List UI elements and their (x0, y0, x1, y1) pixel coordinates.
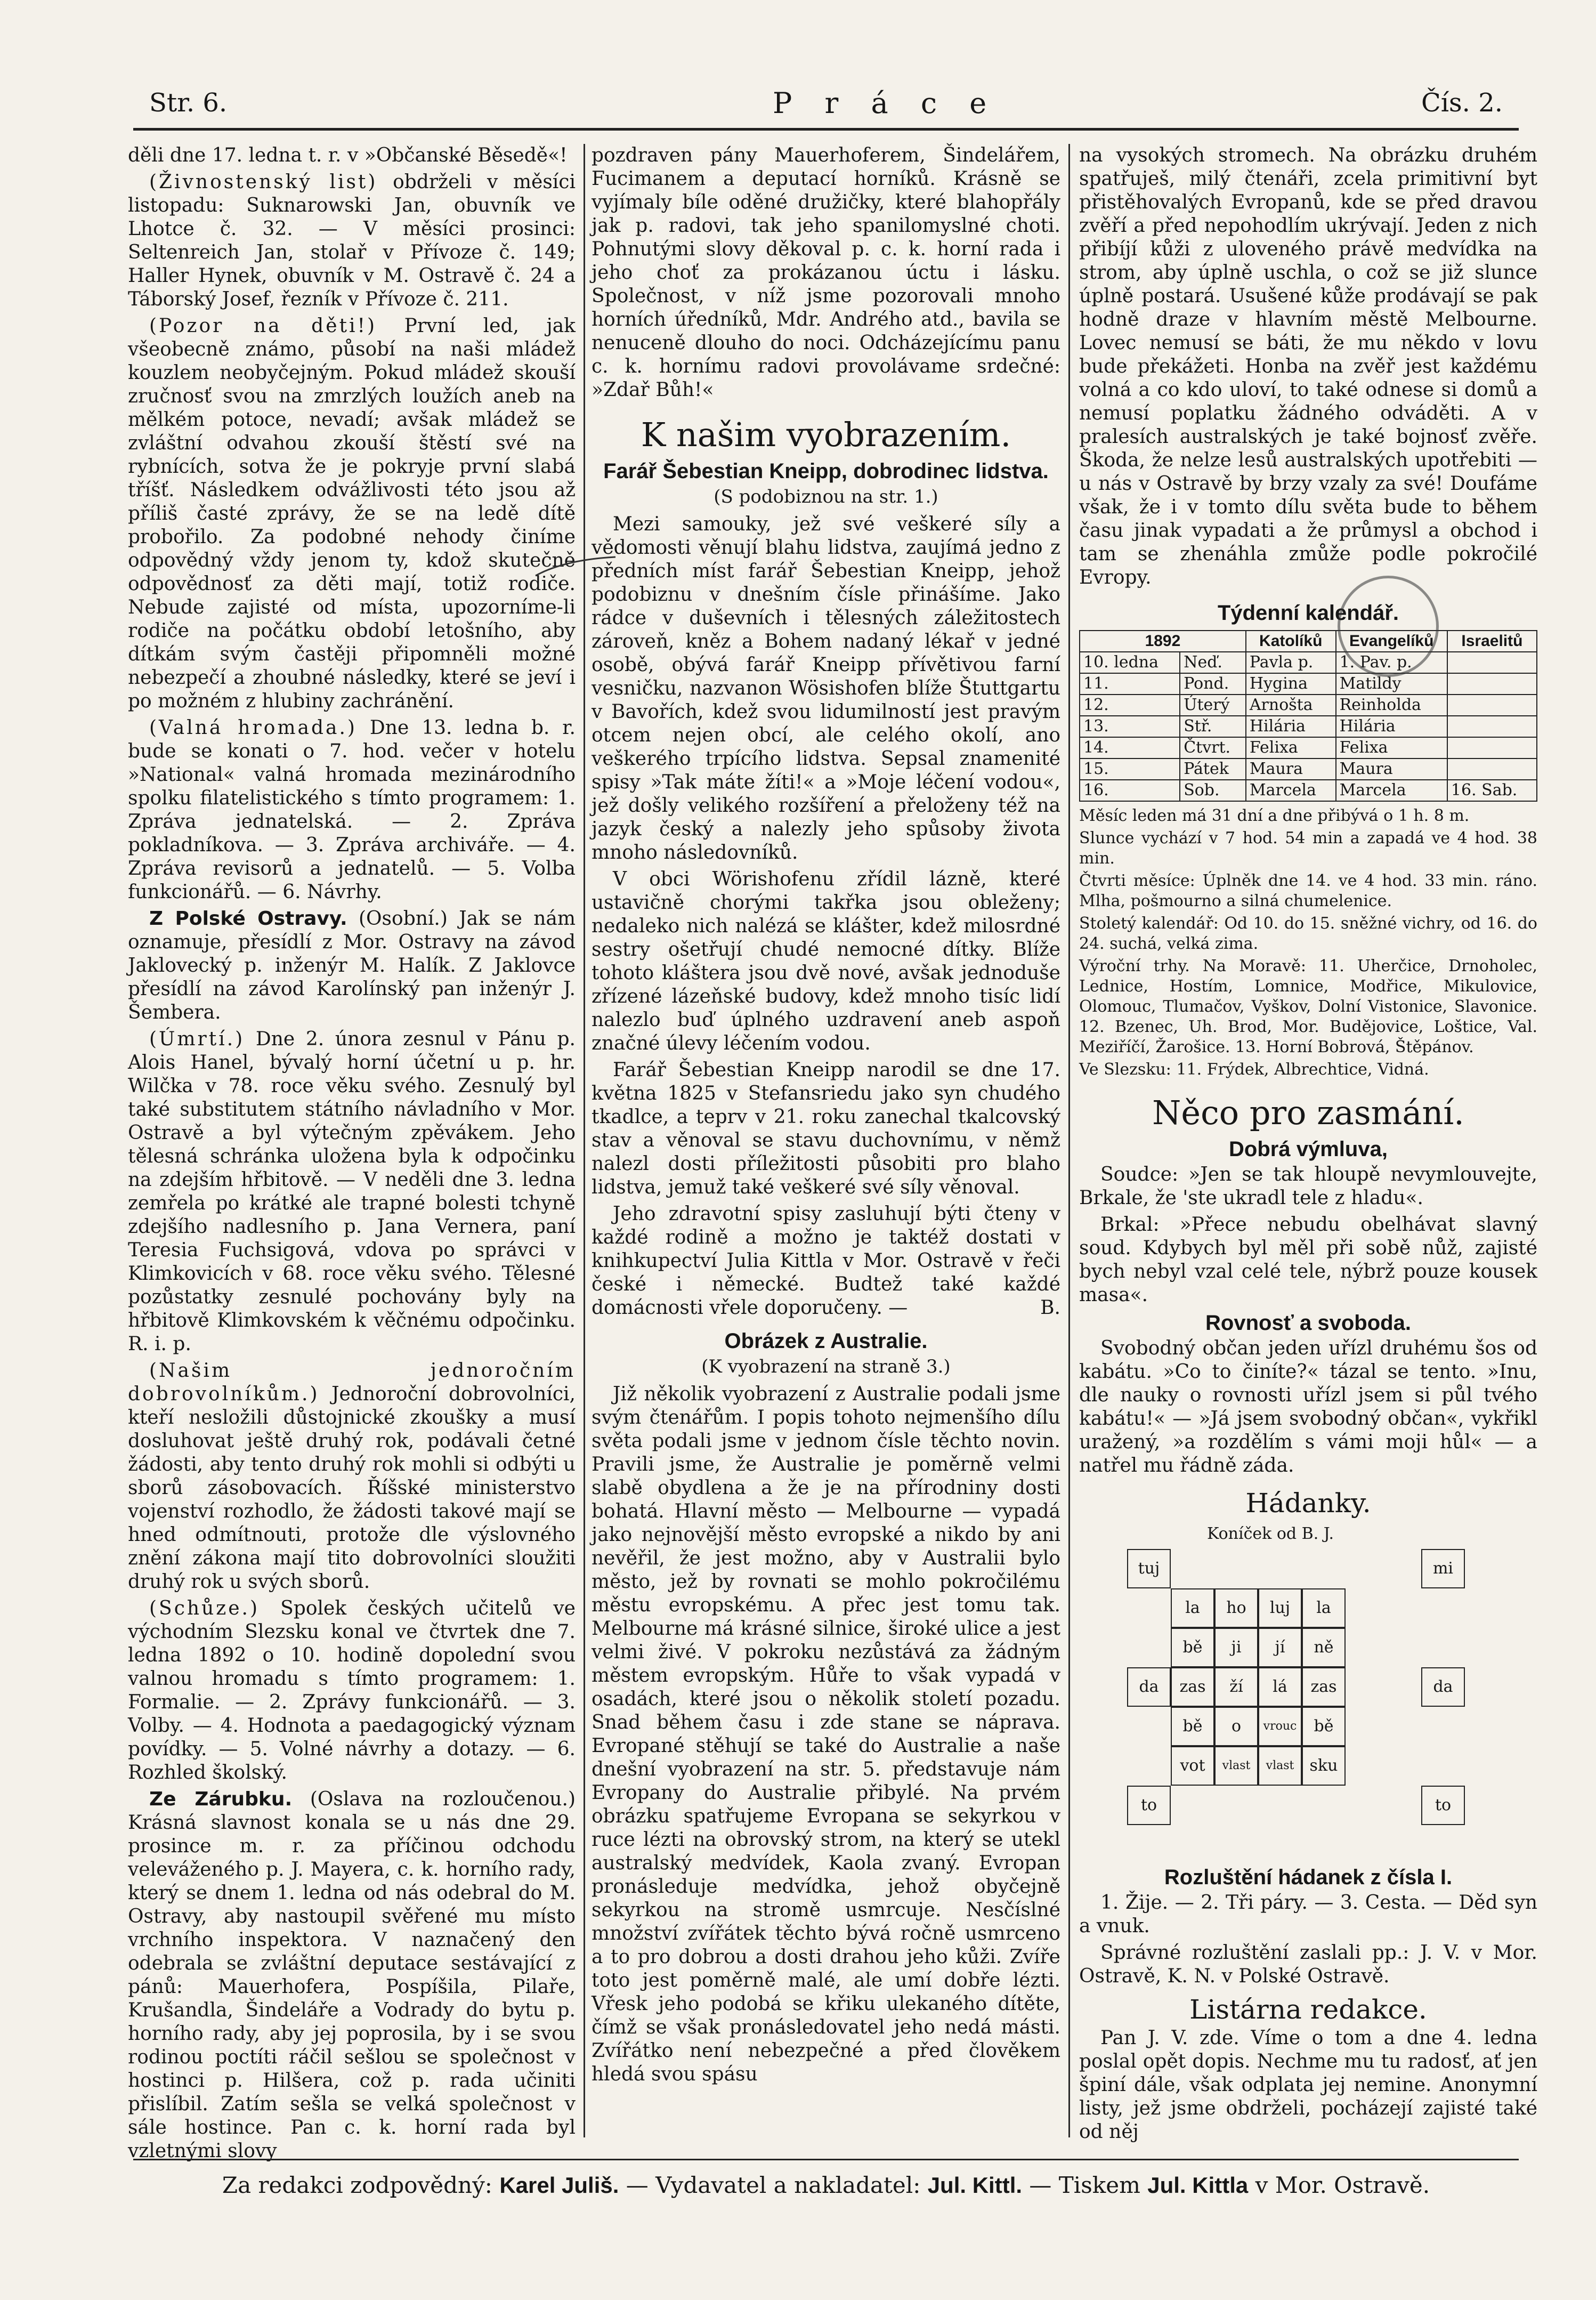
news-item: (Schůze.) Spolek českých učitelů ve východním Slezsku konal ve čtvrtek dne 7. ledna 1892 o 10. hodině dopolední svou valnou hromadu s tímto programem: 1. Formalie. — 2. Zprávy funkcionářů. — 3. Volby. — 4. Hodnota a paedagogický význam povídky. — 5. Volné návrhy a dotazy. — 6. Rozhled školský. (128, 1597, 576, 1783)
article-note: (S podobiznou na str. 1.) (714, 486, 938, 507)
calendar-header: Katolíků (1246, 631, 1336, 652)
calendar-row: 14. Čtvrt. Felixa Felixa (1080, 737, 1537, 758)
editor-name: Karel Juliš. (499, 2173, 619, 2198)
page-header (133, 80, 1519, 131)
calendar-note: Čtvrti měsíce: Úplněk dne 14. ve 4 hod. 33 min. ráno. Mlha, pošmourno a silná chumelenice. (1079, 871, 1537, 910)
riddles-title: Hádanky. (1245, 1488, 1371, 1519)
column-1 (128, 144, 576, 2162)
riddle-cell: la (1171, 1588, 1214, 1628)
humor-title: Něco pro zasmání. (1152, 1093, 1464, 1132)
ink-stroke-mark (533, 554, 618, 581)
riddle-cell: lá (1258, 1667, 1302, 1707)
article-note: (K vyobrazení na straně 3.) (701, 1356, 951, 1377)
riddle-cell: o (1214, 1707, 1258, 1746)
article-paragraph: Mezi samouky, jež své veškeré síly a vědomosti věnují blahu lidstva, zaujímá jedno z předních míst farář Šebestian Kneipp, jehož podobiznu v dnešním čísle přinášíme. Jako rádce v duševních i tělesných záležitostech zároveň, kněz a Bohem nadaný lékař v jedné osobě, obývá farář Kneipp přívětivou farní vesničku, nazvanon Wösishofen blíže Štuttgartu v Bavořích, kdež svou lidumilností jest pravým otcem nejen obcí, ale celého okolí, ano veškerého trpícího lidstva. Sepsal znamenité spisy »Tak máte žíti!« a »Moje léčení vodou«, jež došly velikého rozšíření a přeloženy též na jazyk český a nalezly jeho spůsoby života mnoho následovníků. (592, 513, 1060, 863)
calendar-row: 11. Pond. Hygina Matildy (1080, 673, 1537, 695)
knight-tour-riddle-grid (1122, 1520, 1495, 1856)
article-paragraph: Jeho zdravotní spisy zasluhují býti čteny v každé rodině a možno je taktéž dostati v knihkupectví Julia Kittla v Mor. Ostravě v řeči české i německé. Budtež také každé domácnosti vřele doporučeny. — B. (592, 1203, 1060, 1319)
printer-name: Jul. Kittla (1147, 2173, 1249, 2198)
page-number: Str. 6. (149, 88, 228, 118)
calendar-header: 1892 (1080, 631, 1246, 652)
letters-text: Pan J. V. zde. Víme o tom a dne 4. ledna poslal opět dopis. Nechme mu tu radosť, ať jen špiní dále, však odplata jej nemine. Anonymní listy, jež jsme obdrželi, pocházejí zajisté také od něj (1079, 2027, 1537, 2143)
section-title: K našim vyobrazením. (641, 415, 1011, 454)
article-signature: B. (1040, 1297, 1060, 1319)
imprint-footer: Za redakci zodpovědný: Karel Juliš. — Vydavatel a nakladatel: Jul. Kittl. — Tiskem Jul. Kittla v Mor. Ostravě. (133, 2159, 1519, 2198)
letters-title: Listárna redakce. (1189, 1994, 1427, 2025)
calendar-row: 15. Pátek Maura Maura (1080, 758, 1537, 780)
article-title-kneipp: Farář Šebestian Kneipp, dobrodinec lidstva. (603, 459, 1049, 483)
column-3 (1079, 144, 1537, 2148)
article-paragraph: V obci Wörishofenu zřídil lázně, které ustavičně chorými takřka jsou obleženy; nedaleko nich nalézá se klášter, kdež milosrdné sestry ošetřují chudé nemocné dítky. Blíže tohoto kláštera jsou dvě nové, avšak jednoduše zřízené lázeňské budovy, kdež mnoho tisíc lidí nalezlo buď úplného uzdravení aneb aspoň značné úlevy léčením vodou. (592, 868, 1060, 1054)
solutions-text: 1. Žije. — 2. Tři páry. — 3. Cesta. — Děd syn a vnuk. (1079, 1892, 1537, 1937)
news-item: (Valná hromada.) Dne 13. ledna b. r. bude se konati o 7. hod. večer v hotelu »National« valná hromada mezinárodního spolku filatelistického s tímto programem: 1. Zpráva jednatelská. — 2. Zpráva pokladníkova. — 3. Zpráva archiváře. — 4. Zpráva revisorů a jednatelů. — 5. Volba funkcionářů. — 6. Návrhy. (128, 717, 576, 903)
riddle-cell: sku (1302, 1746, 1346, 1786)
news-item: (Živnostenský list) obdrželi v měsíci listopadu: Suknarowski Jan, obuvník ve Lhotce č. 32. — V měsíci prosinci: Seltenreich Jan, stolař v Přívoze č. 149; Haller Hynek, obuvník v M. Ostravě č. 24 a Táborský Josef, řezník v Přívoze č. 211. (128, 171, 576, 310)
calendar-note: Měsíc leden má 31 dní a dne přibývá o 1 h. 8 m. (1079, 806, 1470, 825)
news-item: (Našim jednoročním dobrovolníkům.) Jednoroční dobrovolníci, kteří nesložili důstojnické zkoušky a musí dosluhovat ještě druhý rok, podávali četné žádosti, aby tento druhý rok mohli si odbýti u sborů zásobovacích. Říšské ministerstvo vojenství rozhodlo, že žádosti takové mají se hned odmítnouti, protože dle výslovného znění zákona mají tito dobrovolníci sloužiti druhý rok u svých sborů. (128, 1360, 576, 1593)
news-item: (Pozor na děti!) První led, jak všeobecně známo, působí na naši mládež kouzlem neobyčejným. Pokud mládež skouší zručnosť svou na zmrzlých loužích aneb na mělkém potoce, nevadí; avšak mládež se zvláštní odvahou zkouší štěstí své na rybnících, sotva že je pokryje první slabá tříšť. Následkem odvážlivosti této jsou až příliš časté zprávy, že se na ledě dítě probořilo. Za podobné nehody činíme odpovědný vždy jenom ty, kdož skutečně odpovědnosť za děti mají, totiž rodiče. Nebude zajisté od místa, upozorníme-li rodiče na počátku období letošního, aby dítkám svým častěji připomněli možné nebezpečí a zhoubné následky, které se jeví i po možném z hlubiny zachránění. (128, 315, 576, 712)
riddle-cell: to (1421, 1786, 1465, 1825)
joke-title: Dobrá výmluva, (1229, 1137, 1388, 1161)
article-paragraph: Farář Šebestian Kneipp narodil se dne 17. května 1825 v Stefansriedu jako syn chudého tkadlce, a teprv v 21. roku zanechal tkalcovský stav a věnoval se stavu duchovnímu, v němž nalezl dosti příležitosti působiti pro blaho lidstva, jemuž také veškeré své síly věnoval. (592, 1059, 1060, 1198)
calendar-note: Ve Slezsku: 11. Frýdek, Albrechtice, Vidná. (1079, 1060, 1429, 1079)
article-paragraph: Již několik vyobrazení z Australie podali jsme svým čtenářům. I popis tohoto nejmenšího dílu světa podali jsme v jednom čísle těchto novin. Pravili jsme, že Australie je poměrně velmi slabě obydlena a že je na přírodniny dosti bohatá. Hlavní město — Melbourne — vypadá jako nejnovější město evropské a nikdo by ani nevěřil, že jest možno, aby v Australii bylo město, jež by rovnati se mohlo pokročilému městu evropskému. A přec jest tomu tak. Melbourne má krásné silnice, široké ulice a jest velmi živé. V pokroku nezůstává za žádným městem evropským. Hůře to však vypadá v osadách, které jsou o několik století pozadu. Snad během času i zde stane se náprava. Evropané stěhují se také do Australie a naše dnešní vyobrazení na str. 5. představuje nám Evropany do Australie přibylé. Na prvém obrázku spatřujeme Evropana se sekyrkou v ruce lézti na obrovský strom, na který se utekl australský medvídek, Kaola zvaný. Evropan pronásleduje medvídka, jehož obyčejně sekyrkou na stromě usmrcuje. Nesčíslné množství zvířátek těchto bývá ročně usmrceno a to pro dobrou a dosti drahou jeho kůži. Zvíře toto jest poměrně malé, ale umí dobře lézti. Vřesk jeho podobá se křiku ulekaného dítěte, čímž se však pronásledovatel jeho nedá másti. Zvířátko není nebezpečné a před člověkem hledá svou spásu (592, 1383, 1060, 2085)
riddle-cell: to (1127, 1786, 1171, 1825)
riddle-cell: vlast (1258, 1746, 1302, 1786)
news-item: děli dne 17. ledna t. r. v »Občanské Běsedě«! (128, 144, 568, 166)
news-item: Ze Zárubku. (Oslava na rozloučenou.) Krásná slavnost konala se u nás dne 29. prosince m. r. za příčinou odchodu veleváženého p. J. Mayera, c. k. horního rady, který se dnem 1. ledna od nás odebral do M. Ostravy, aby nastoupil svěřené mu místo vrchního inspektora. V naznačený den odebrala se zvláštní deputace sestávající z pánů: Mauerhofera, Pospíšila, Pilaře, Krušandla, Šindeláře a Vodrady do bytu p. horního rady, aby jej poprosila, by i se svou rodinou poctíti ráčil sešlou se společnost v hostinci p. Hilšera, což p. rada učiniti přislíbil. Zatím sešla se velká společnost v sále hostince. Pan c. k. horní rada byl vzletnými slovy (128, 1788, 576, 2162)
riddle-cell: luj (1258, 1588, 1302, 1628)
riddle-cell: da (1421, 1667, 1465, 1707)
riddle-cell: zas (1302, 1667, 1346, 1707)
solutions-title: Rozluštění hádanek z čísla I. (1164, 1866, 1453, 1889)
riddle-cell: ji (1214, 1628, 1258, 1667)
library-stamp (1338, 576, 1439, 677)
solvers-text: Správné rozluštění zaslali pp.: J. V. v Mor. Ostravě, K. N. v Polské Ostravě. (1079, 1942, 1537, 1987)
joke-title: Rovnosť a svoboda. (1205, 1311, 1411, 1335)
joke-line: Brkal: »Přece nebudu obelhávat slavný soud. Kdybych byl měl při sobě nůž, zajisté bych nebyl vzal celé tele, nýbrž pouze kousek masa«. (1079, 1214, 1537, 1306)
article-title-australia: Obrázek z Australie. (724, 1329, 928, 1353)
calendar-note: Výroční trhy. Na Moravě: 11. Uherčice, Drnoholec, Lednice, Hostím, Lomnice, Modřice, Mikulovice, Olomouc, Tlumačov, Vyškov, Dolní Vistonice, Slavonice. 12. Bzenec, Uh. Brod, Mor. Budějovice, Loštice, Val. Meziříčí, Žarošice. 13. Horní Bobrová, Štěpánov. (1079, 957, 1537, 1056)
riddle-cell: vot (1171, 1746, 1214, 1786)
riddle-caption: Koníček od B. J. (1207, 1524, 1334, 1543)
weekly-calendar-table (1079, 630, 1537, 802)
riddle-cell: vrouc (1258, 1707, 1302, 1746)
column-2 (592, 144, 1060, 2148)
riddle-cell: zas (1171, 1667, 1214, 1707)
riddle-cell: ží (1214, 1667, 1258, 1707)
riddle-cell: bě (1171, 1707, 1214, 1746)
joke-line: Svobodný občan jeden uřízl druhému šos od kabátu. »Co to činíte?« tázal se tento. »Inu, dle nauky o rovnosti uřízl jsem si půl tvého kabátu!« — »Já jsem svobodný občan«, vykřikl uražený, »a rozdělím s vámi moji hůl« — a natřel mu řádně záda. (1079, 1337, 1537, 1476)
riddle-cell: vlast (1214, 1746, 1258, 1786)
calendar-row: 13. Stř. Hilária Hilária (1080, 716, 1537, 737)
riddle-cell: jí (1258, 1628, 1302, 1667)
calendar-header: Evangelíků (1336, 631, 1447, 652)
calendar-notes (1079, 806, 1537, 1080)
calendar-row: 10. ledna Neď. Pavla p. 1. Pav. p. (1080, 652, 1537, 673)
continued-text: pozdraven pány Mauerhoferem, Šindelářem, Fucimanem a deputací horníků. Krásně se vyjímaly bíle oděné družičky, které blahopřály jak p. radovi, tak jeho spanilomyslné choti. Pohnutými slovy děkoval p. c. k. horní rada i jeho choť za prokázanou úctu i lásku. Společnost, v níž jsme pozorovali mnoho horních úředníků, Mdr. Andrého atd., bavila se nenuceně dlouho do noci. Odcházejícímu panu c. k. hornímu radovi provolávame srdečné: »Zdař Bůh!« (592, 144, 1060, 401)
continued-text: na vysokých stromech. Na obrázku druhém spatřuješ, milý čtenáři, zcela primitivní byt přistěhovalých Evropanů, kde se před dravou zvěří a před nepohodlím ukrývají. Jeden z nich přibíjí kůži z uloveného právě medvídka na strom, aby úplně uschla, o což se již slunce úplně postará. Usušené kůže prodávají se pak hodně draze v hlavním městě Melbourne. Lovec nemusí se báti, že mu někdo v lovu bude překážeti. Honba na zvěř jest každému volná a co kdo uloví, to také odnese si domů a nemusí poplatku žádného odváděti. A v pralesích australských je také bojnosť zvěře. Škoda, že nelze lesů australských upotřebiti — u nás v Ostravě by brzy vzaly za své! Doufáme však, že i v tomto dílu světa bude to během času jinak vypadati a že průmysl a obchod i tam se zhenáhla zmůže podle pokročilé Evropy. (1079, 144, 1537, 588)
riddle-cell: mi (1421, 1549, 1465, 1588)
publisher-name: Jul. Kittl. (927, 2173, 1023, 2198)
calendar-note: Slunce vychází v 7 hod. 54 min a zapadá ve 4 hod. 38 min. (1079, 829, 1537, 868)
news-item: (Úmrtí.) Dne 2. února zesnul v Pánu p. Alois Hanel, bývalý horní účetní u p. hr. Wilčka v 78. roce věku svého. Zesnulý byl také substitutem státního návladního v Mor. Ostravě a byl výtečným zpěvákem. Jeho tělesná schránka uložena byla k odpočinku na zdejším hřbitově. — V neděli dne 3. ledna zemřela po krátké ale trapné bolesti tchyně zdejšího nadlesního p. Jana Vernera, paní Teresia Fuchsigová, vdova po správci v Klimkovicích v 68. roce věku svého. Tělesné pozůstatky zesnulé pochovány byly na hřbitově Klimkovském k věčnému odpočinku. R. i. p. (128, 1028, 576, 1355)
riddle-cell: ho (1214, 1588, 1258, 1628)
calendar-row: 12. Úterý Arnošta Reinholda (1080, 695, 1537, 716)
masthead-title: P r á c e (773, 86, 999, 120)
column-rule-2 (1068, 144, 1070, 2137)
calendar-row: 16. Sob. Marcela Marcela 16. Sab. (1080, 780, 1537, 801)
joke-line: Soudce: »Jen se tak hloupě nevymlouvejte, Brkale, že 'ste ukradl tele z hladu«. (1079, 1164, 1537, 1209)
calendar-note: Stoletý kalendář: Od 10. do 15. sněžné vichry, od 16. do 24. suchá, velká zima. (1079, 914, 1537, 953)
riddle-cell: la (1302, 1588, 1346, 1628)
issue-number: Čís. 2. (1421, 88, 1503, 118)
riddle-cell: bě (1171, 1628, 1214, 1667)
calendar-header: Israelitů (1447, 631, 1537, 652)
calendar-title: Týdenní kalendář. (1217, 601, 1399, 625)
riddle-cell: bě (1302, 1707, 1346, 1746)
riddle-cell: ně (1302, 1628, 1346, 1667)
news-item: Z Polské Ostravy. (Osobní.) Jak se nám oznamuje, přesídlí z Mor. Ostravy na závod Jaklovecký p. inženýr M. Halík. Z Jaklovce přesídlí na závod Karolínský pan inženýr J. Šembera. (128, 908, 576, 1023)
riddle-cell: da (1127, 1667, 1171, 1707)
column-rule-1 (584, 144, 585, 2137)
riddle-cell: tuj (1127, 1549, 1171, 1588)
